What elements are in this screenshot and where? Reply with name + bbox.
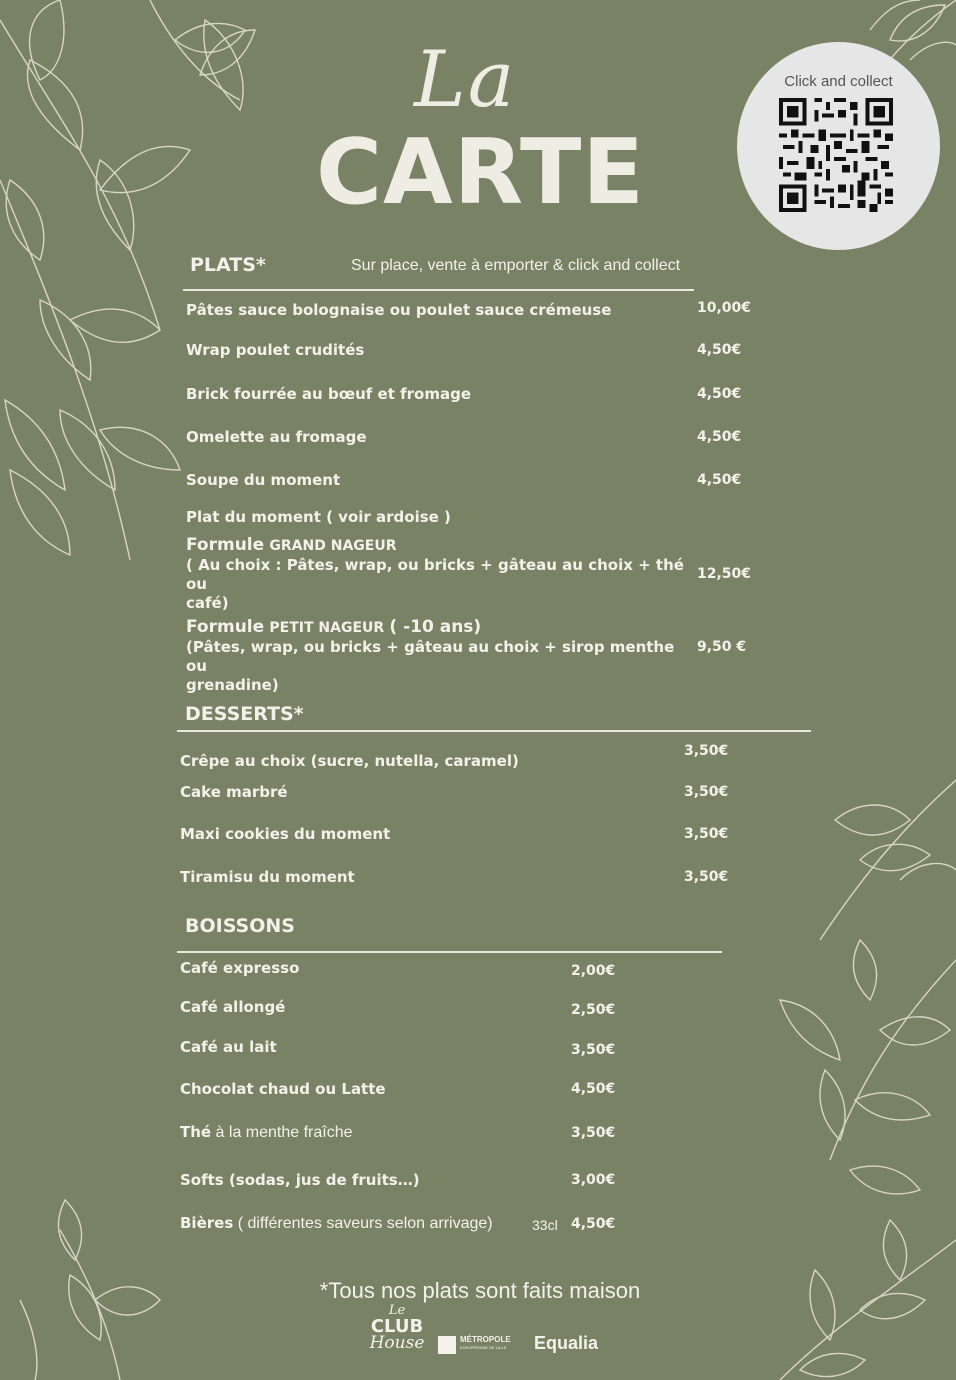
plats-item-name: Pâtes sauce bolognaise ou poulet sauce crémeuse [186,301,612,319]
boissons-item-price: 3,50€ [571,1125,616,1141]
desserts-item-price: 3,50€ [684,784,729,800]
formule-grand-price: 12,50€ [697,566,752,582]
metropole-subtitle: EUROPÉENNE DE LILLE [460,1345,507,1350]
desserts-item-name: Maxi cookies du moment [180,825,391,843]
boissons-item-name [180,1214,493,1233]
boissons-item-qty: 33cl [532,1217,558,1233]
formule-grand-nageur [186,536,686,613]
boissons-item-name: Chocolat chaud ou Latte [180,1080,386,1098]
plats-item-price: 4,50€ [697,472,742,488]
metropole-square-icon [438,1336,456,1354]
boissons-divider [177,951,722,953]
boissons-item-name-light: à la menthe fraîche [211,1124,353,1141]
boissons-item-name: Café au lait [180,1038,277,1056]
boissons-item-price: 4,50€ [571,1081,616,1097]
plats-item-name: Omelette au fromage [186,428,367,446]
formule-petit-price: 9,50 € [697,639,747,655]
boissons-item-name: Softs (sodas, jus de fruits…) [180,1171,420,1189]
page-title: CARTE [316,120,645,225]
boissons-item-price: 3,50€ [571,1042,616,1058]
club-logo-mid: CLUB [370,1316,424,1337]
desserts-heading: DESSERTS* [185,703,304,725]
plats-item-price: 4,50€ [697,342,742,358]
formule-prefix: Formule [186,617,265,637]
boissons-item-name-bold: Thé [180,1123,212,1141]
formule-desc-line2: grenadine) [186,676,279,694]
boissons-item-name-bold: Bières [180,1214,234,1232]
formule-suffix: ( -10 ans) [389,617,482,637]
boissons-item-price: 2,50€ [571,1002,616,1018]
plats-item-name: Soupe du moment [186,471,341,489]
plats-heading: PLATS* [190,254,266,276]
desserts-item-price: 3,50€ [684,869,729,885]
plats-item-name: Plat du moment ( voir ardoise ) [186,508,451,526]
plats-item-name: Brick fourrée au bœuf et fromage [186,385,471,403]
formule-prefix: Formule [186,535,265,555]
desserts-item-price: 3,50€ [684,826,729,842]
formule-desc-line1: (Pâtes, wrap, ou bricks + gâteau au choix + sirop menthe ou [186,638,675,675]
qr-label: Click and collect [784,73,893,90]
formule-petit-nageur [186,618,686,695]
qr-code-icon[interactable] [777,98,895,212]
boissons-item-price: 3,00€ [571,1172,616,1188]
desserts-item-name: Crêpe au choix (sucre, nutella, caramel) [180,752,519,770]
formule-name: PETIT NAGEUR [269,620,385,636]
equalia-logo: Equalia [534,1333,599,1353]
desserts-item-name: Tiramisu du moment [180,868,355,886]
plats-item-price: 4,50€ [697,386,742,402]
formule-desc-line2: café) [186,594,229,612]
footer-note: *Tous nos plats sont faits maison [319,1278,641,1303]
boissons-item-name-light: ( différentes saveurs selon arrivage) [233,1215,493,1232]
formule-desc-line1: ( Au choix : Pâtes, wrap, ou bricks + gâteau au choix + thé ou [186,556,684,593]
desserts-divider [177,730,811,732]
metropole-logo [438,1334,522,1356]
metropole-title: MÉTROPOLE [460,1335,511,1344]
plats-divider [183,289,694,291]
boissons-heading: BOISSONS [185,915,295,937]
desserts-item-price: 3,50€ [684,743,729,759]
club-logo-bottom: House [369,1333,425,1353]
boissons-item-price: 4,50€ [571,1216,616,1232]
title-script: La [414,35,517,125]
boissons-item-name: Café expresso [180,959,300,977]
plats-subheading: Sur place, vente à emporter & click and collect [351,257,681,274]
plats-item-price: 10,00€ [697,300,752,316]
formule-name: GRAND NAGEUR [269,538,397,554]
boissons-item-name [180,1123,353,1142]
plats-item-name: Wrap poulet crudités [186,341,365,359]
club-house-logo [360,1303,434,1362]
plats-item-price: 4,50€ [697,429,742,445]
boissons-item-price: 2,00€ [571,963,616,979]
club-logo-top: Le [388,1303,406,1318]
boissons-item-name: Café allongé [180,998,286,1016]
desserts-item-name: Cake marbré [180,783,288,801]
